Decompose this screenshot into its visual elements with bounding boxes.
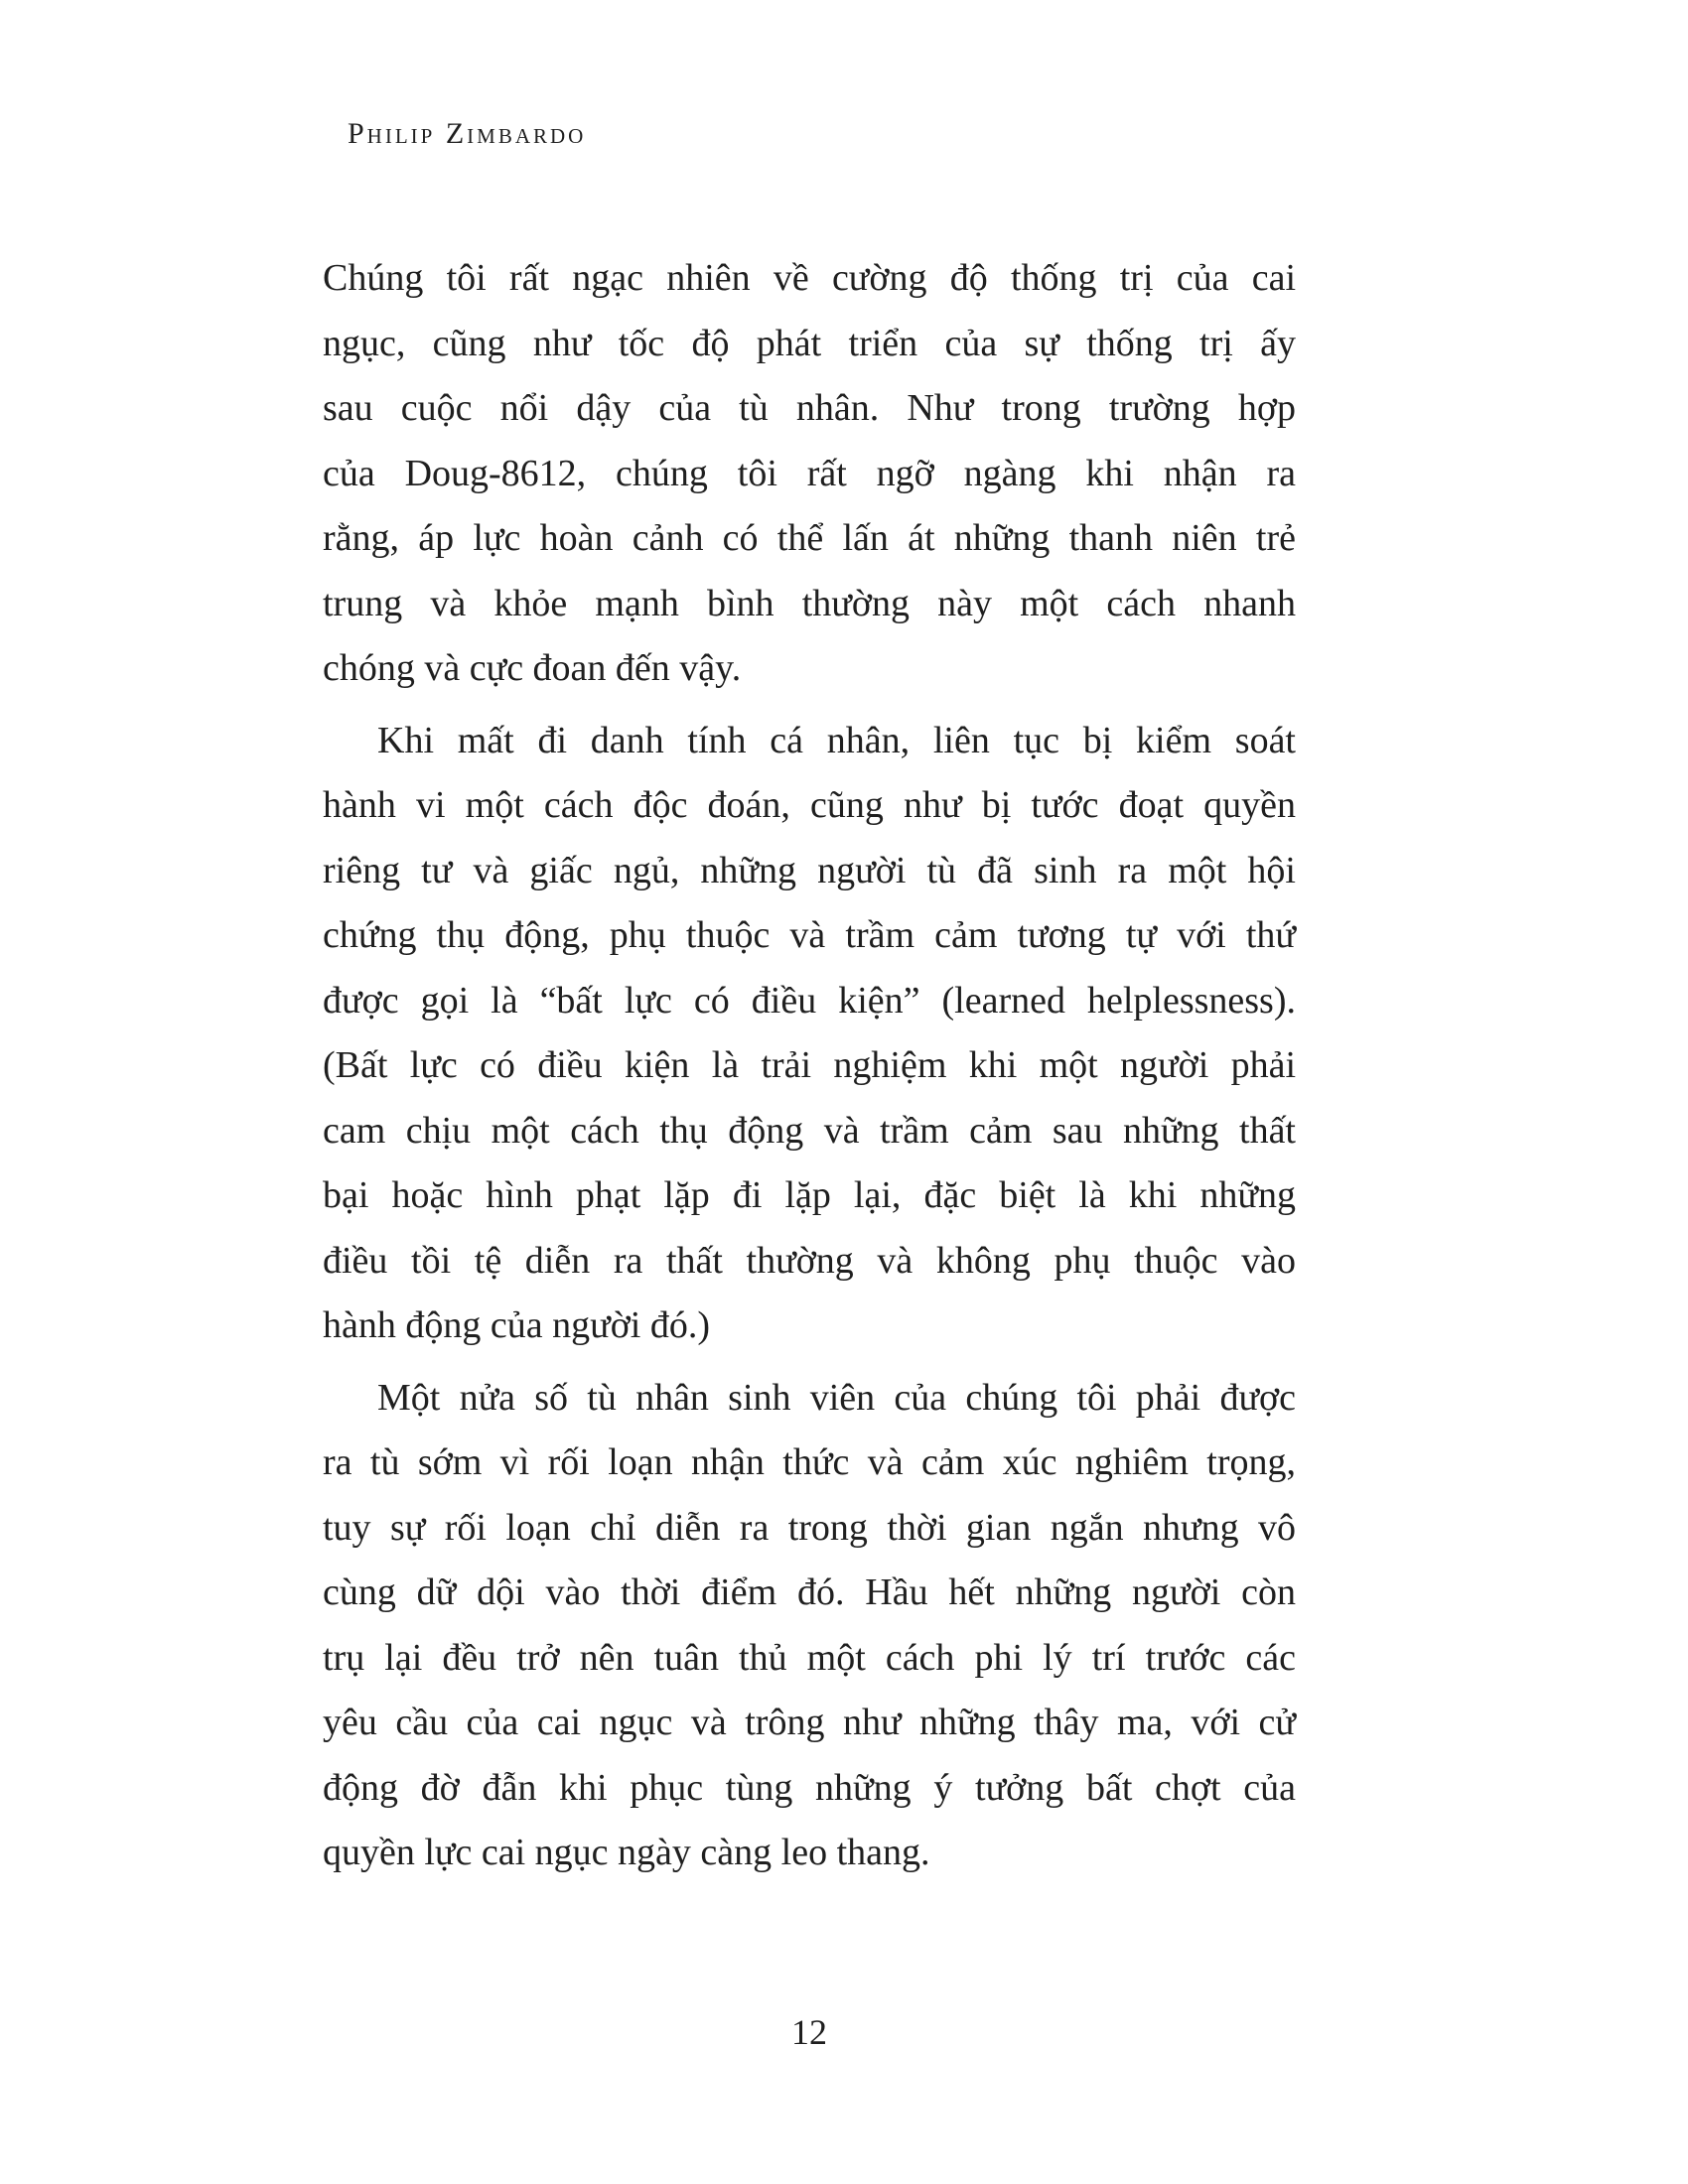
text-line: cam chịu một cách thụ động và trầm cảm sau những thất bbox=[323, 1109, 1296, 1152]
text-line: riêng tư và giấc ngủ, những người tù đã sinh ra một hội bbox=[323, 849, 1296, 891]
text-line: tuy sự rối loạn chỉ diễn ra trong thời gian ngắn nhưng vô bbox=[323, 1506, 1296, 1549]
text-line: điều tồi tệ diễn ra thất thường và không phụ thuộc vào bbox=[323, 1239, 1296, 1282]
text-line: trung và khỏe mạnh bình thường này một cách nhanh bbox=[323, 582, 1296, 624]
text-line: Chúng tôi rất ngạc nhiên về cường độ thống trị của cai bbox=[323, 257, 1296, 299]
text-line: chóng và cực đoan đến vậy. bbox=[323, 647, 742, 689]
text-line: ngục, cũng như tốc độ phát triển của sự thống trị ấy bbox=[323, 322, 1296, 364]
text-line: Khi mất đi danh tính cá nhân, liên tục bị kiểm soát bbox=[377, 719, 1296, 761]
text-line: sau cuộc nổi dậy của tù nhân. Như trong trường hợp bbox=[323, 387, 1296, 429]
text-line: của Doug-8612, chúng tôi rất ngỡ ngàng khi nhận ra bbox=[323, 452, 1296, 494]
body-text bbox=[323, 246, 1296, 1893]
text-line: trụ lại đều trở nên tuân thủ một cách phi lý trí trước các bbox=[323, 1636, 1296, 1679]
text-line: được gọi là “bất lực có điều kiện” (learned helplessness). bbox=[323, 979, 1296, 1022]
text-line: động đờ đẫn khi phục tùng những ý tưởng bất chợt của bbox=[323, 1766, 1296, 1809]
page-number: 12 bbox=[791, 2012, 827, 2052]
paragraph bbox=[323, 246, 1296, 702]
paragraph bbox=[323, 1366, 1296, 1886]
text-line: hành động của người đó.) bbox=[323, 1304, 711, 1346]
text-line: quyền lực cai ngục ngày càng leo thang. bbox=[323, 1832, 930, 1873]
text-line: yêu cầu của cai ngục và trông như những thây ma, với cử bbox=[323, 1702, 1296, 1743]
text-line: chứng thụ động, phụ thuộc và trầm cảm tương tự với thứ bbox=[323, 914, 1296, 956]
running-header: Philip Zimbardo bbox=[348, 117, 587, 150]
text-line: hành vi một cách độc đoán, cũng như bị tước đoạt quyền bbox=[323, 784, 1296, 826]
text-line: Một nửa số tù nhân sinh viên của chúng tôi phải được bbox=[377, 1376, 1296, 1419]
paragraph bbox=[323, 709, 1296, 1359]
text-line: cùng dữ dội vào thời điểm đó. Hầu hết những người còn bbox=[323, 1571, 1296, 1613]
text-line: bại hoặc hình phạt lặp đi lặp lại, đặc biệt là khi những bbox=[323, 1174, 1296, 1216]
text-line: ra tù sớm vì rối loạn nhận thức và cảm xúc nghiêm trọng, bbox=[323, 1441, 1296, 1483]
text-line: rằng, áp lực hoàn cảnh có thể lấn át những thanh niên trẻ bbox=[323, 517, 1296, 559]
text-line: (Bất lực có điều kiện là trải nghiệm khi một người phải bbox=[323, 1044, 1296, 1086]
